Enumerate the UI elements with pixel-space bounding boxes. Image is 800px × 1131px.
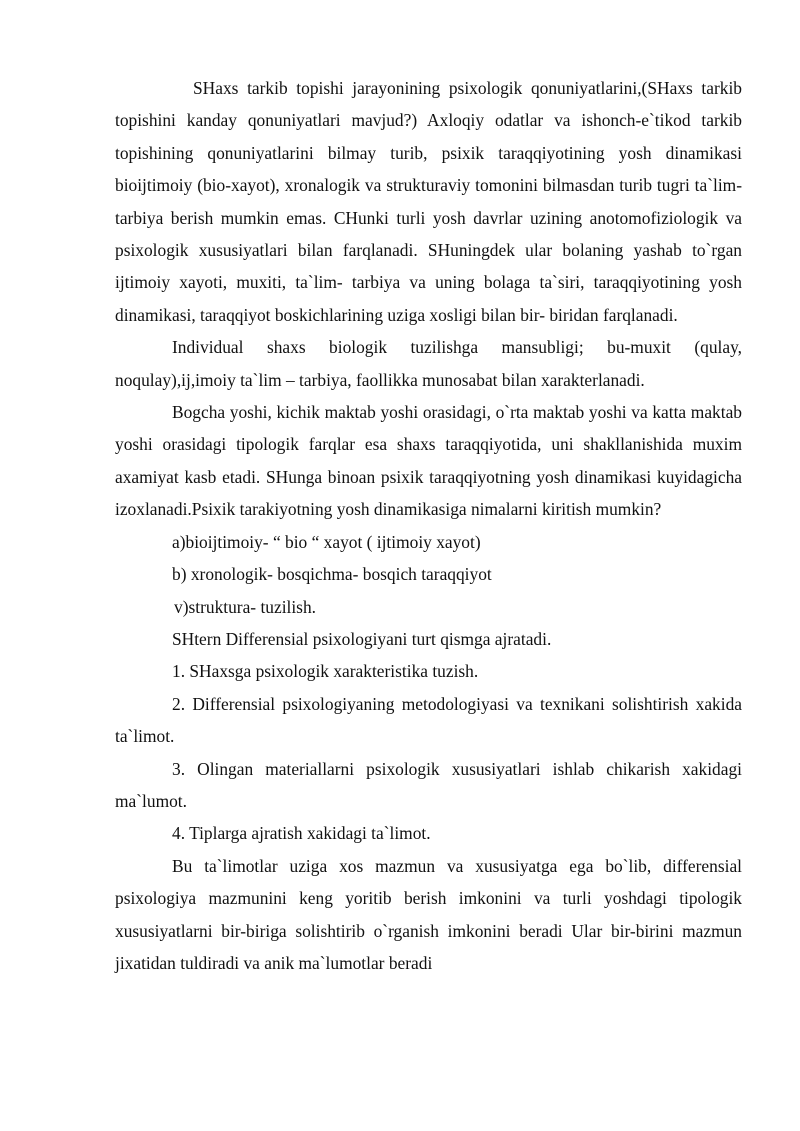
paragraph-age-differences: Bogcha yoshi, kichik maktab yoshi orasidagi, o`rta maktab yoshi va katta maktab yoshi orasidagi tipologik farqlar esa shaxs taraqqiyotida, uni shakllanishida muxim axamiyat kasb etadi. SHunga binoan psixik taraqqiyotning yosh dinamikasi kuyidagicha izoxlanadi.Psixik tarakiyotning yosh dinamikasiga nimalarni kiritish mumkin? [115,402,742,520]
numbered-item-3: 3. Olingan materiallarni psixologik xususiyatlari ishlab chikarish xakidagi ma`lumot. [115,758,742,811]
numbered-item-1: 1. SHaxsga psixologik xarakteristika tuzish. [172,661,479,682]
list-item-a: a)bioijtimoiy- “ bio “ xayot ( ijtimoiy xayot) [172,531,481,552]
list-item-v: v)struktura- tuzilish. [174,596,316,617]
numbered-item-2: 2. Differensial psixologiyaning metodologiyasi va texnikani solishtirish xakida ta`limot. [115,693,742,747]
list-item-b: b) xronologik- bosqichma- bosqich taraqqiyot [172,564,492,585]
paragraph-intro: SHaxs tarkib topishi jarayonining psixologik qonuniyatlarini,(SHaxs tarkib topishini kanday qonuniyatlari mavjud?) Axloqiy odatlar va ishonch-e`tikod tarkib topishining qonuniyatlarini bilmay turib, psixik taraqqiyotining yosh dinamikasi bioijtimoiy (bio-xayot), xronalogik va strukturaviy tomonini bilmasdan turib tugri ta`lim-tarbiya berish mumkin emas. CHunki turli yosh davrlar uzining anotomofiziologik va psixologik xususiyatlari bilan farqlanadi. SHuningdek ular bolaning yashab to`rgan ijtimoiy xayoti, muxiti, ta`lim- tarbiya va uning bolaga ta`siri, taraqqiyotining yosh dinamikasi, taraqqiyot boskichlarining uziga xosligi bilan bir- biridan farqlanadi. [115,78,742,325]
paragraph-individual: Individual shaxs biologik tuzilishga mansubligi; bu-muxit (qulay, noqulay),ij,imoiy ta`lim – tarbiya, faollikka munosabat bilan xarakterlanadi. [115,337,742,390]
paragraph-conclusion: Bu ta`limotlar uziga xos mazmun va xususiyatga ega bo`lib, differensial psixologiya mazmunini keng yoritib berish imkonini va turli yoshdagi tipologik xususiyatlarni bir-biriga solishtirib o`rganish imkonini beradi Ular bir-birini mazmun jixatidan tuldiradi va anik ma`lumotlar beradi [115,855,742,973]
numbered-item-4: 4. Tiplarga ajratish xakidagi ta`limot. [172,823,431,844]
document-body [115,72,742,979]
paragraph-shtern: SHtern Differensial psixologiyani turt qismga ajratadi. [172,628,552,649]
